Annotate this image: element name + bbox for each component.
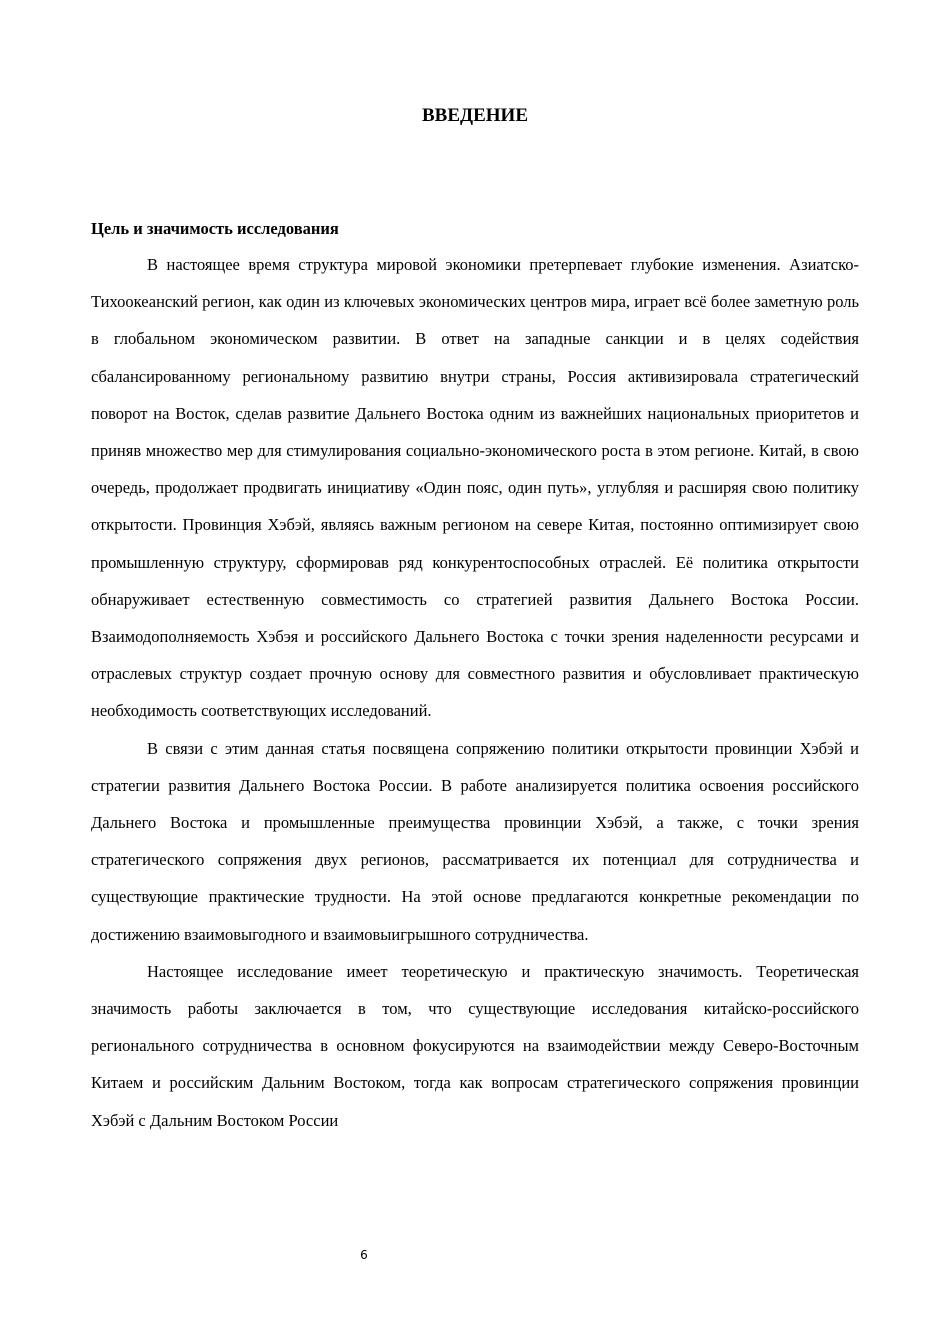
- paragraph-3: Настоящее исследование имеет теоретическую и практическую значимость. Теоретическая значимость работы заключается в том, что существующие исследования китайско-российского регионального сотрудничества в основном фокусируются на взаимодействии между Северо-Восточным Китаем и российским Дальним Востоком, тогда как вопросам стратегического сопряжения провинции Хэбэй с Дальним Востоком России: [91, 961, 859, 1130]
- paragraph-2: В связи с этим данная статья посвящена сопряжению политики открытости провинции Хэбэй и стратегии развития Дальнего Востока России. В работе анализируется политика освоения российского Дальнего Востока и промышленные преимущества провинции Хэбэй, а также, с точки зрения стратегического сопряжения двух регионов, рассматривается их потенциал для сотрудничества и существующие практические трудности. На этой основе предлагаются конкретные рекомендации по достижению взаимовыгодного и взаимовыигрышного сотрудничества.: [91, 738, 859, 944]
- paragraph-1: В настоящее время структура мировой экономики претерпевает глубокие изменения. Азиатско-Тихоокеанский регион, как один из ключевых экономических центров мира, играет всё более заметную роль в глобальном экономическом развитии. В ответ на западные санкции и в целях содействия сбалансированному региональному развитию внутри страны, Россия активизировала стратегический поворот на Восток, сделав развитие Дальнего Востока одним из важнейших национальных приоритетов и приняв множество мер для стимулирования социально-экономического роста в этом регионе. Китай, в свою очередь, продолжает продвигать инициативу «Один пояс, один путь», углубляя и расширяя свою политику открытости. Провинция Хэбэй, являясь важным регионом на севере Китая, постоянно оптимизирует свою промышленную структуру, сформировав ряд конкурентоспособных отраслей. Её политика открытости обнаруживает естественную совместимость со стратегией развития Дальнего Востока России. Взаимодополняемость Хэбэя и российского Дальнего Востока с точки зрения наделенности ресурсами и отраслевых структур создает прочную основу для совместного развития и обусловливает практическую необходимость соответствующих исследований.: [91, 255, 859, 721]
- page-title: ВВЕДЕНИЕ: [422, 105, 528, 126]
- section-heading: Цель и значимость исследования: [91, 219, 339, 238]
- page-number: 6: [360, 1248, 368, 1262]
- body-text: [91, 246, 859, 1139]
